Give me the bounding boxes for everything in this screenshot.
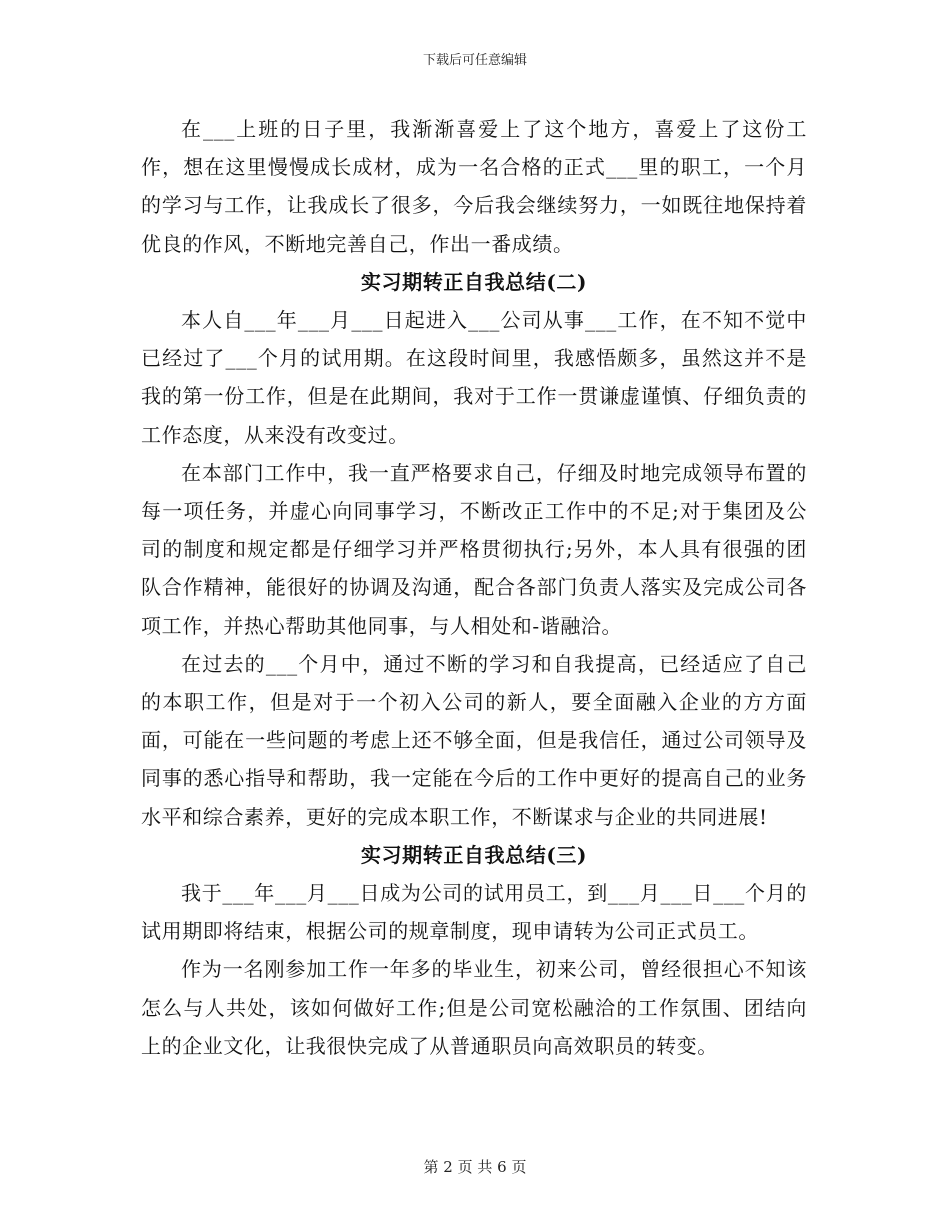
- page-header-note: 下载后可任意编辑: [422, 53, 527, 68]
- document-body: [141, 110, 807, 1065]
- section-heading-3: 实习期转正自我总结(三): [360, 842, 588, 867]
- paragraph-5: 我于___年___月___日成为公司的试用员工，到___月___日___个月的试用期即将结束，根据公司的规章制度，现申请转为公司正式员工。: [141, 881, 807, 944]
- paragraph-6: 作为一名刚参加工作一年多的毕业生，初来公司，曾经很担心不知该怎么与人共处，该如何做好工作;但是公司宽松融洽的工作氛围、团结向上的企业文化，让我很快完成了从普通职员向高效职员的转变。: [141, 957, 807, 1058]
- paragraph-4: 在过去的___个月中，通过不断的学习和自我提高，已经适应了自己的本职工作，但是对于一个初入公司的新人，要全面融入企业的方方面面，可能在一些问题的考虑上还不够全面，但是我信任，通过公司领导及同事的悉心指导和帮助，我一定能在今后的工作中更好的提高自己的业务水平和综合素养，更好的完成本职工作，不断谋求与企业的共同进展!: [141, 651, 807, 829]
- section-heading-2: 实习期转正自我总结(二): [360, 269, 588, 294]
- paragraph-2: 本人自___年___月___日起进入___公司从事___工作，在不知不觉中已经过了___个月的试用期。在这段时间里，我感悟颇多，虽然这并不是我的第一份工作，但是在此期间，我对于工作一贯谦虚谨慎、仔细负责的工作态度，从来没有改变过。: [141, 308, 807, 447]
- paragraph-1: 在___上班的日子里，我渐渐喜爱上了这个地方，喜爱上了这份工作，想在这里慢慢成长成材，成为一名合格的正式___里的职工，一个月的学习与工作，让我成长了很多，今后我会继续努力，一如既往地保持着优良的作风，不断地完善自己，作出一番成绩。: [141, 117, 807, 256]
- page-footer-number: 第 2 页 共 6 页: [423, 1158, 527, 1176]
- paragraph-3: 在本部门工作中，我一直严格要求自己，仔细及时地完成领导布置的每一项任务，并虚心向同事学习，不断改正工作中的不足;对于集团及公司的制度和规定都是仔细学习并严格贯彻执行;另外，本人具有很强的团队合作精神，能很好的协调及沟通，配合各部门负责人落实及完成公司各项工作，并热心帮助其他同事，与人相处和-谐融洽。: [141, 460, 807, 638]
